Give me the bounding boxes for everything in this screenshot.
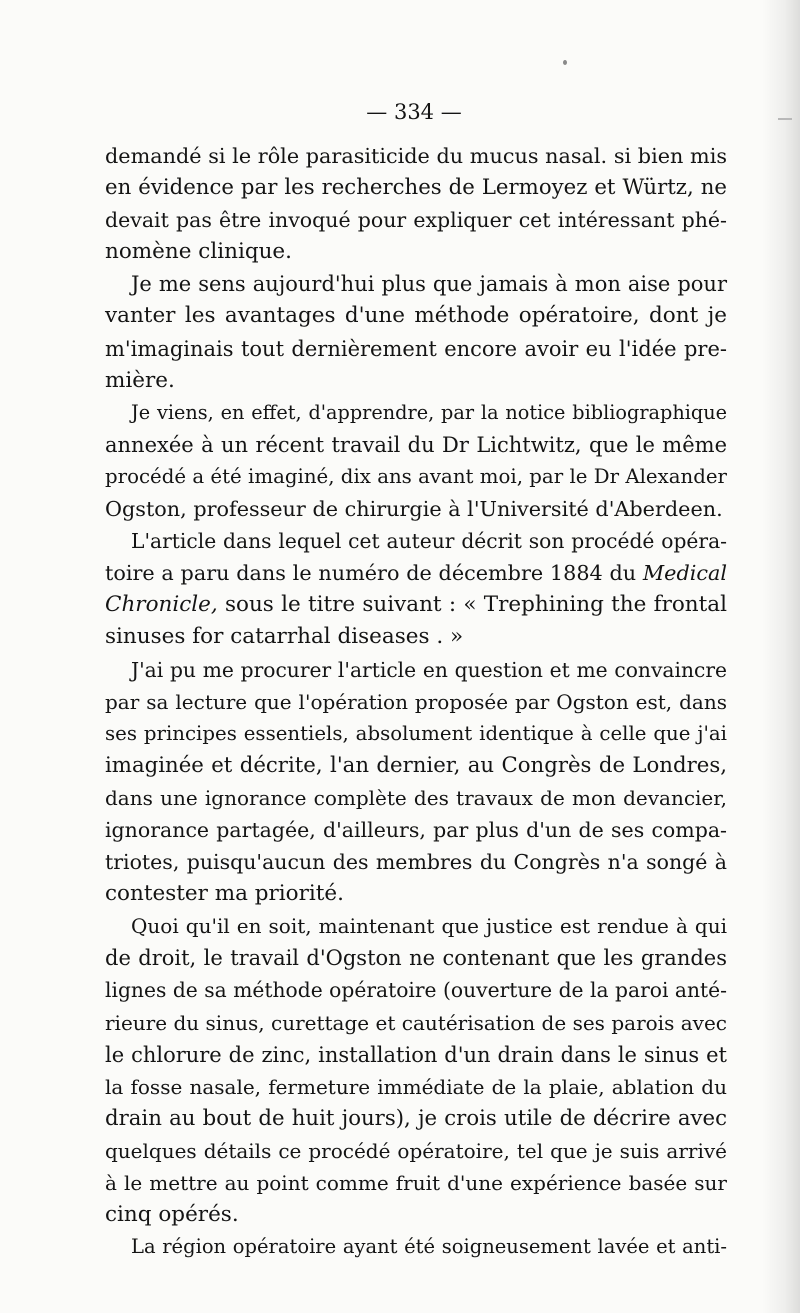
text-line: lignes de sa méthode opératoire (ouverture de la paroi anté- [105, 978, 727, 1003]
text-line [105, 589, 727, 621]
text-line: Quoi qu'il en soit, maintenant que justice est rendue à qui [131, 914, 727, 939]
text-line: m'imaginais tout dernièrement encore avoir eu l'idée pre- [105, 336, 727, 361]
text-line: ignorance partagée, d'ailleurs, par plus d'un de ses compa- [105, 817, 727, 842]
text-line: Je viens, en effet, d'apprendre, par la notice bibliographique [131, 400, 727, 424]
paragraph-1 [105, 140, 727, 268]
text-line: contester ma priorité. [105, 881, 344, 907]
text-line: annexée à un récent travail du Dr Lichtwitz, que le même [105, 432, 727, 457]
text-line: J'ai pu me procurer l'article en question et me convaincre [131, 657, 727, 682]
text-line: triotes, puisqu'aucun des membres du Congrès n'a songé à [105, 850, 727, 875]
text-line: ses principes essentiels, absolument identique à celle que j'ai [105, 721, 727, 745]
text-line: de droit, le travail d'Ogston ne contenant que les grandes [105, 946, 727, 971]
text-line: devait pas être invoqué pour expliquer cet intéressant phé- [105, 208, 727, 233]
text-line: mière. [105, 367, 175, 393]
paragraph-5 [105, 654, 727, 911]
text-line: La région opératoire ayant été soigneusement lavée et anti- [131, 1235, 727, 1259]
text-line: dans une ignorance complète des travaux de mon devancier, [105, 785, 727, 810]
text-segment: sous le titre suivant : « Trephining the frontal [217, 592, 727, 618]
paragraph-7 [105, 1231, 727, 1263]
paragraph-3 [105, 397, 727, 525]
text-line: par sa lecture que l'opération proposée par Ogston est, dans [105, 689, 727, 714]
paragraph-2 [105, 268, 727, 396]
text-line: L'article dans lequel cet auteur décrit son procédé opéra- [131, 529, 727, 554]
journal-title-italic: Chronicle, [105, 592, 218, 618]
ink-speck [563, 60, 567, 65]
text-line: la fosse nasale, fermeture immédiate de la plaie, ablation du [105, 1074, 727, 1099]
text-segment: toire a paru dans le numéro de décembre 1884 du [105, 561, 637, 586]
text-line [105, 557, 727, 589]
body-text [105, 140, 727, 1263]
text-line: procédé a été imaginé, dix ans avant moi, par le Dr Alexander [105, 464, 727, 488]
text-line: Ogston, professeur de chirurgie à l'Université d'Aberdeen. [105, 497, 723, 522]
text-line: en évidence par les recherches de Lermoyez et Würtz, ne [105, 175, 727, 201]
journal-title-italic: Medical [642, 561, 727, 586]
text-line: à le mettre au point comme fruit d'une expérience basée sur [105, 1171, 727, 1195]
paragraph-4 [105, 525, 727, 653]
text-line: cinq opérés. [105, 1202, 239, 1228]
text-line: Je me sens aujourd'hui plus que jamais à mon aise pour [131, 272, 727, 297]
text-line: imaginée et décrite, l'an dernier, au Congrès de Londres, [105, 752, 727, 778]
text-line: sinuses for catarrhal diseases . » [105, 624, 464, 650]
paragraph-6 [105, 910, 727, 1231]
text-line: demandé si le rôle parasiticide du mucus nasal. si bien mis [105, 144, 727, 168]
text-line: quelques détails ce procédé opératoire, tel que je suis arrivé [105, 1138, 727, 1163]
text-line: le chlorure de zinc, installation d'un drain dans le sinus et [105, 1042, 727, 1067]
gutter-shadow [762, 0, 800, 1313]
page-number: — 334 — [366, 100, 462, 124]
text-line: vanter les avantages d'une méthode opératoire, dont je [105, 303, 727, 329]
text-line: drain au bout de huit jours), je crois utile de décrire avec [105, 1105, 727, 1131]
text-line: rieure du sinus, curettage et cautérisation de ses parois avec [105, 1010, 727, 1035]
text-line: nomène clinique. [105, 239, 292, 265]
